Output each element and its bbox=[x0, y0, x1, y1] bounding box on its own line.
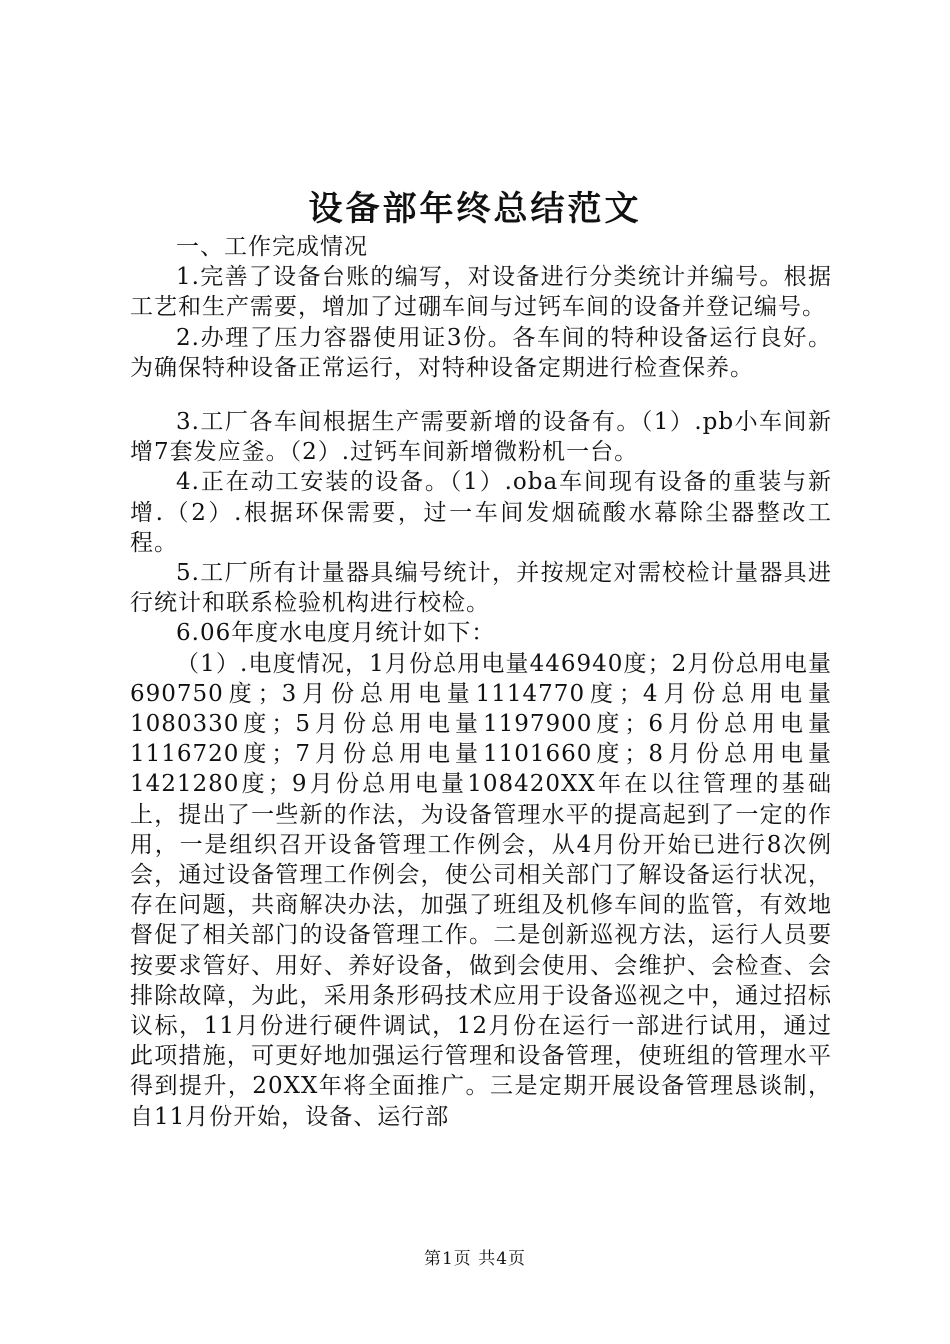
paragraph-item-1: 1.完善了设备台账的编写，对设备进行分类统计并编号。根据工艺和生产需要，增加了过硼车间与过钙车间的设备并登记编号。 bbox=[130, 264, 832, 321]
page-footer: 第1页 共4页 bbox=[423, 1249, 527, 1269]
document-body bbox=[130, 232, 832, 1132]
paragraph-item-6: 6.06年度水电度月统计如下： bbox=[176, 620, 496, 647]
document-title: 设备部年终总结范文 bbox=[308, 189, 642, 229]
paragraph-item-4: 4.正在动工安装的设备。（1）.oba车间现有设备的重装与新增.（2）.根据环保需要，过一车间发烟硫酸水幕除尘器整改工程。 bbox=[130, 469, 832, 556]
paragraph-item-2: 2.办理了压力容器使用证3份。各车间的特种设备运行良好。为确保特种设备正常运行，对特种设备定期进行检查保养。 bbox=[130, 324, 832, 381]
section-heading: 一、工作完成情况 bbox=[176, 234, 368, 260]
paragraph-item-5: 5.工厂所有计量器具编号统计，并按规定对需校检计量器具进行统计和联系检验机构进行校检。 bbox=[130, 560, 832, 617]
paragraph-item-3: 3.工厂各车间根据生产需要新增的设备有。（1）.pb小车间新增7套发应釜。（2）.过钙车间新增微粉机一台。 bbox=[130, 409, 832, 466]
paragraph-electricity: （1）.电度情况，1月份总用电量446940度；2月份总用电量690750度；3月份总用电量1114770度；4月份总用电量1080330度；5月份总用电量1197900度；6月份总用电量1116720度；7月份总用电量1101660度；8月份总用电量1421280度；9月份总用电量108420XX年在以往管理的基础上，提出了一些新的作法，为设备管理水平的提高起到了一定的作用，一是组织召开设备管理工作例会，从4月份开始已进行8次例会，通过设备管理工作例会，使公司相关部门了解设备运行状况，存在问题，共商解决办法，加强了班组及机修车间的监管，有效地督促了相关部门的设备管理工作。二是创新巡视方法，运行人员要按要求管好、用好、养好设备，做到会使用、会维护、会检查、会排除故障，为此，采用条形码技术应用于设备巡视之中，通过招标议标，11月份进行硬件调试，12月份在运行一部进行试用，通过此项措施，可更好地加强运行管理和设备管理，使班组的管理水平得到提升，20XX年将全面推广。三是定期开展设备管理恳谈制，自11月份开始，设备、运行部 bbox=[130, 650, 832, 1130]
